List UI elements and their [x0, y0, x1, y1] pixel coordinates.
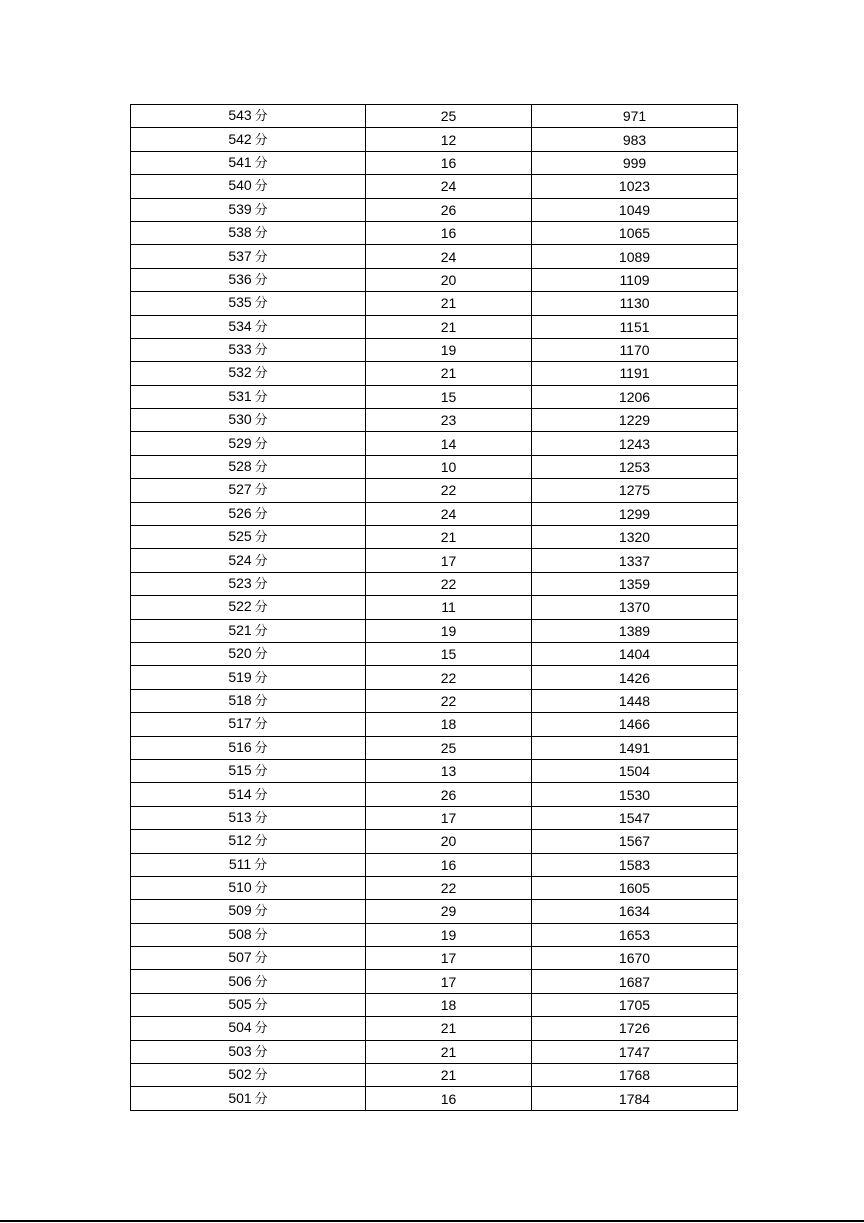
table-row: [131, 479, 738, 502]
cumulative-cell: 1275: [532, 479, 738, 502]
cumulative-cell: 1404: [532, 642, 738, 665]
table-row: [131, 151, 738, 174]
score-value: 517: [228, 715, 252, 732]
count-cell: 10: [366, 455, 532, 478]
score-value: 518: [228, 691, 252, 708]
table-row: [131, 970, 738, 993]
table-row: [131, 642, 738, 665]
count-cell: 15: [366, 642, 532, 665]
count-cell: 12: [366, 128, 532, 151]
score-unit: 分: [254, 764, 268, 780]
cumulative-cell: 1726: [532, 1017, 738, 1040]
score-unit: 分: [254, 389, 268, 405]
cumulative-cell: 1567: [532, 830, 738, 853]
table-row: [131, 128, 738, 151]
score-value: 528: [228, 458, 252, 475]
count-cell: 29: [366, 900, 532, 923]
cumulative-cell: 1359: [532, 572, 738, 595]
count-cell: 21: [366, 292, 532, 315]
score-unit: 分: [254, 881, 268, 897]
score-value: 540: [228, 177, 252, 194]
score-cell: [131, 105, 366, 128]
score-value: 507: [228, 949, 252, 966]
cumulative-cell: 1426: [532, 666, 738, 689]
score-unit: 分: [254, 1091, 268, 1107]
score-cell: [131, 128, 366, 151]
count-cell: 18: [366, 993, 532, 1016]
count-cell: 17: [366, 806, 532, 829]
score-unit: 分: [254, 623, 268, 639]
table-row: [131, 853, 738, 876]
cumulative-cell: 1370: [532, 596, 738, 619]
score-unit: 分: [254, 249, 268, 265]
score-cell: [131, 596, 366, 619]
table-row: [131, 923, 738, 946]
score-value: 537: [228, 247, 252, 264]
score-unit: 分: [254, 904, 268, 920]
score-cell: [131, 151, 366, 174]
table-row: [131, 619, 738, 642]
score-cell: [131, 292, 366, 315]
score-cell: [131, 526, 366, 549]
table-row: [131, 221, 738, 244]
score-cell: [131, 549, 366, 572]
score-value: 514: [228, 785, 252, 802]
score-unit: 分: [254, 483, 268, 499]
count-cell: 21: [366, 526, 532, 549]
table-row: [131, 315, 738, 338]
score-value: 508: [228, 925, 252, 942]
table-row: [131, 1064, 738, 1087]
cumulative-cell: 1109: [532, 268, 738, 291]
score-unit: 分: [254, 366, 268, 382]
score-cell: [131, 455, 366, 478]
table-row: [131, 596, 738, 619]
score-cell: [131, 923, 366, 946]
score-value: 510: [228, 879, 252, 896]
cumulative-cell: 1634: [532, 900, 738, 923]
score-unit: 分: [254, 296, 268, 312]
score-unit: 分: [254, 343, 268, 359]
score-cell: [131, 1017, 366, 1040]
score-cell: [131, 245, 366, 268]
score-cell: [131, 1064, 366, 1087]
count-cell: 19: [366, 338, 532, 361]
score-unit: 分: [254, 1044, 268, 1060]
table-row: [131, 409, 738, 432]
cumulative-cell: 1583: [532, 853, 738, 876]
table-row: [131, 338, 738, 361]
score-unit: 分: [254, 319, 268, 335]
score-cell: [131, 338, 366, 361]
count-cell: 16: [366, 221, 532, 244]
score-unit: 分: [254, 1068, 268, 1084]
count-cell: 24: [366, 245, 532, 268]
table-row: [131, 268, 738, 291]
score-unit: 分: [254, 179, 268, 195]
score-unit: 分: [254, 577, 268, 592]
table-row: [131, 198, 738, 221]
score-value: 533: [228, 341, 252, 358]
score-value: 509: [228, 902, 252, 919]
score-value: 527: [228, 481, 252, 498]
count-cell: 22: [366, 876, 532, 899]
table-row: [131, 245, 738, 268]
table-row: [131, 385, 738, 408]
count-cell: 26: [366, 198, 532, 221]
score-value: 511: [228, 855, 252, 872]
score-cell: [131, 947, 366, 970]
count-cell: 17: [366, 947, 532, 970]
cumulative-cell: 1089: [532, 245, 738, 268]
cumulative-cell: 1768: [532, 1064, 738, 1087]
score-unit: 分: [254, 1021, 268, 1037]
score-cell: [131, 806, 366, 829]
score-cell: [131, 970, 366, 993]
score-unit: 分: [254, 927, 268, 943]
count-cell: 25: [366, 105, 532, 128]
score-unit: 分: [254, 272, 268, 288]
score-value: 515: [228, 762, 252, 779]
count-cell: 18: [366, 713, 532, 736]
score-cell: [131, 689, 366, 712]
score-cell: [131, 619, 366, 642]
cumulative-cell: 983: [532, 128, 738, 151]
cumulative-cell: 1049: [532, 198, 738, 221]
score-value: 521: [228, 621, 252, 638]
cumulative-cell: 1389: [532, 619, 738, 642]
score-cell: [131, 1087, 366, 1110]
table-row: [131, 736, 738, 759]
score-unit: 分: [254, 460, 268, 476]
cumulative-cell: 1547: [532, 806, 738, 829]
score-cell: [131, 853, 366, 876]
score-value: 532: [228, 364, 252, 381]
cumulative-cell: 1747: [532, 1040, 738, 1063]
table-row: [131, 759, 738, 782]
score-unit: 分: [254, 600, 268, 616]
score-cell: [131, 221, 366, 244]
count-cell: 13: [366, 759, 532, 782]
table-row: [131, 432, 738, 455]
table-row: [131, 876, 738, 899]
score-value: 522: [228, 598, 252, 615]
cumulative-cell: 1170: [532, 338, 738, 361]
score-cell: [131, 876, 366, 899]
score-distribution-table: [130, 104, 738, 1111]
table-row: [131, 502, 738, 525]
score-cell: [131, 713, 366, 736]
count-cell: 22: [366, 572, 532, 595]
table-row: [131, 666, 738, 689]
count-cell: 22: [366, 479, 532, 502]
score-cell: [131, 783, 366, 806]
score-value: 536: [228, 270, 252, 287]
count-cell: 16: [366, 151, 532, 174]
cumulative-cell: 1653: [532, 923, 738, 946]
score-unit: 分: [254, 834, 268, 850]
count-cell: 20: [366, 830, 532, 853]
score-value: 543: [228, 107, 252, 124]
score-unit: 分: [254, 109, 268, 125]
score-cell: [131, 572, 366, 595]
table-row: [131, 105, 738, 128]
score-value: 542: [228, 130, 252, 147]
table-row: [131, 783, 738, 806]
table-row: [131, 362, 738, 385]
score-cell: [131, 993, 366, 1016]
score-unit: 分: [254, 857, 268, 873]
score-unit: 分: [254, 787, 268, 803]
score-cell: [131, 502, 366, 525]
table-row: [131, 713, 738, 736]
score-value: 538: [228, 224, 252, 241]
score-value: 539: [228, 200, 252, 217]
score-cell: [131, 198, 366, 221]
score-unit: 分: [254, 974, 268, 990]
count-cell: 21: [366, 1040, 532, 1063]
cumulative-cell: 1466: [532, 713, 738, 736]
score-unit: 分: [254, 132, 268, 148]
cumulative-cell: 1206: [532, 385, 738, 408]
count-cell: 14: [366, 432, 532, 455]
score-cell: [131, 479, 366, 502]
cumulative-cell: 1023: [532, 175, 738, 198]
table-row: [131, 947, 738, 970]
table-row: [131, 526, 738, 549]
table-row: [131, 572, 738, 595]
table-row: [131, 1017, 738, 1040]
table-row: [131, 806, 738, 829]
score-cell: [131, 385, 366, 408]
score-cell: [131, 736, 366, 759]
score-value: 502: [228, 1066, 252, 1083]
count-cell: 17: [366, 970, 532, 993]
score-unit: 分: [254, 226, 268, 242]
score-value: 506: [228, 972, 252, 989]
count-cell: 21: [366, 315, 532, 338]
count-cell: 20: [366, 268, 532, 291]
cumulative-cell: 1670: [532, 947, 738, 970]
score-value: 513: [228, 808, 252, 825]
score-cell: [131, 1040, 366, 1063]
cumulative-cell: 1448: [532, 689, 738, 712]
count-cell: 19: [366, 619, 532, 642]
table-row: [131, 993, 738, 1016]
score-cell: [131, 432, 366, 455]
score-cell: [131, 666, 366, 689]
cumulative-cell: 1337: [532, 549, 738, 572]
score-value: 531: [228, 387, 252, 404]
count-cell: 22: [366, 666, 532, 689]
count-cell: 21: [366, 362, 532, 385]
count-cell: 19: [366, 923, 532, 946]
cumulative-cell: 1299: [532, 502, 738, 525]
count-cell: 25: [366, 736, 532, 759]
score-value: 535: [228, 294, 252, 311]
score-unit: 分: [254, 717, 268, 733]
count-cell: 15: [366, 385, 532, 408]
score-value: 523: [228, 575, 252, 591]
score-cell: [131, 830, 366, 853]
cumulative-cell: 1065: [532, 221, 738, 244]
score-unit: 分: [254, 553, 268, 569]
score-value: 524: [228, 551, 252, 568]
page-bottom-rule: [0, 1220, 864, 1222]
score-cell: [131, 642, 366, 665]
score-unit: 分: [254, 413, 268, 429]
score-cell: [131, 409, 366, 432]
table-row: [131, 549, 738, 572]
score-cell: [131, 900, 366, 923]
score-value: 503: [228, 1042, 252, 1059]
score-cell: [131, 759, 366, 782]
score-unit: 分: [254, 506, 268, 522]
cumulative-cell: 1504: [532, 759, 738, 782]
score-unit: 分: [254, 436, 268, 452]
score-value: 512: [228, 832, 252, 849]
score-unit: 分: [254, 740, 268, 756]
score-unit: 分: [254, 202, 268, 218]
count-cell: 11: [366, 596, 532, 619]
score-cell: [131, 268, 366, 291]
score-value: 530: [228, 411, 252, 428]
score-cell: [131, 315, 366, 338]
score-unit: 分: [254, 670, 268, 686]
cumulative-cell: 999: [532, 151, 738, 174]
cumulative-cell: 1784: [532, 1087, 738, 1110]
cumulative-cell: 1151: [532, 315, 738, 338]
score-value: 501: [228, 1089, 252, 1106]
score-cell: [131, 362, 366, 385]
score-unit: 分: [254, 530, 268, 546]
count-cell: 24: [366, 502, 532, 525]
count-cell: 16: [366, 853, 532, 876]
cumulative-cell: 1705: [532, 993, 738, 1016]
cumulative-cell: 1491: [532, 736, 738, 759]
score-unit: 分: [254, 693, 268, 709]
score-value: 529: [228, 434, 252, 451]
score-unit: 分: [254, 155, 268, 171]
cumulative-cell: 1320: [532, 526, 738, 549]
cumulative-cell: 1130: [532, 292, 738, 315]
cumulative-cell: 1191: [532, 362, 738, 385]
count-cell: 17: [366, 549, 532, 572]
cumulative-cell: 971: [532, 105, 738, 128]
score-value: 526: [228, 504, 252, 521]
count-cell: 24: [366, 175, 532, 198]
score-value: 534: [228, 317, 252, 334]
cumulative-cell: 1687: [532, 970, 738, 993]
cumulative-cell: 1605: [532, 876, 738, 899]
count-cell: 26: [366, 783, 532, 806]
table-row: [131, 1040, 738, 1063]
score-value: 525: [228, 528, 252, 545]
table-row: [131, 292, 738, 315]
count-cell: 22: [366, 689, 532, 712]
cumulative-cell: 1243: [532, 432, 738, 455]
count-cell: 16: [366, 1087, 532, 1110]
cumulative-cell: 1253: [532, 455, 738, 478]
score-value: 541: [228, 153, 252, 170]
score-unit: 分: [254, 998, 268, 1014]
score-unit: 分: [254, 951, 268, 967]
count-cell: 21: [366, 1064, 532, 1087]
count-cell: 23: [366, 409, 532, 432]
score-value: 519: [228, 668, 252, 685]
table-row: [131, 175, 738, 198]
score-value: 520: [228, 645, 252, 662]
table-row: [131, 900, 738, 923]
table-row: [131, 1087, 738, 1110]
cumulative-cell: 1530: [532, 783, 738, 806]
table-body: [131, 105, 738, 1111]
table-row: [131, 455, 738, 478]
cumulative-cell: 1229: [532, 409, 738, 432]
score-value: 516: [228, 738, 252, 755]
table-row: [131, 830, 738, 853]
score-unit: 分: [254, 647, 268, 663]
count-cell: 21: [366, 1017, 532, 1040]
score-value: 504: [228, 1019, 252, 1036]
score-value: 505: [228, 996, 252, 1013]
score-cell: [131, 175, 366, 198]
score-unit: 分: [254, 810, 268, 826]
table-row: [131, 689, 738, 712]
